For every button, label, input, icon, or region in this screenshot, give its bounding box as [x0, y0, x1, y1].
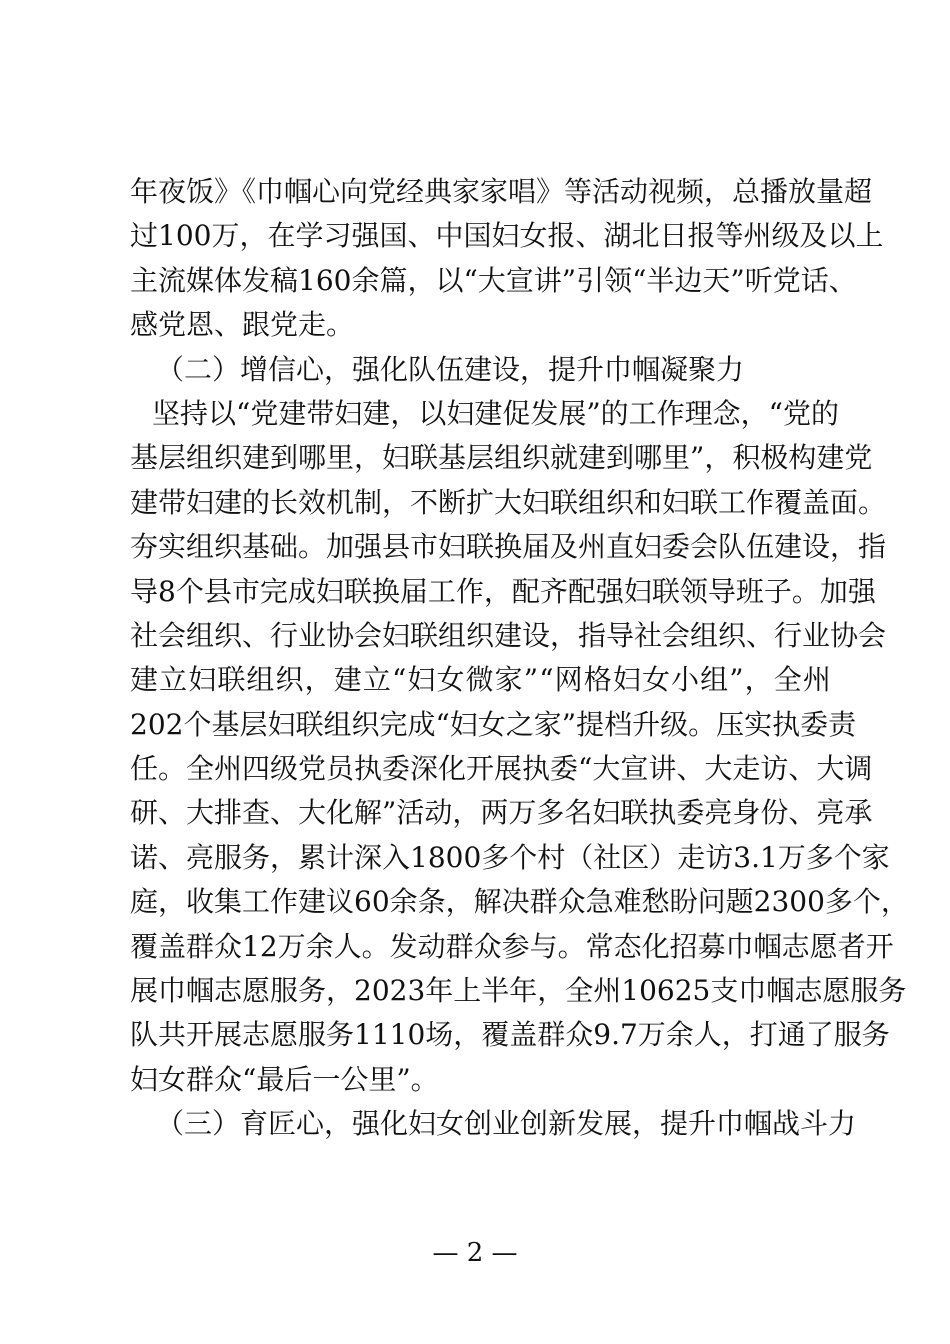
- text-line: [130, 303, 832, 347]
- text-line: [130, 170, 873, 214]
- text-line-content: 坚持以“党建带妇建，以妇建促发展”的工作理念，“党的: [152, 396, 839, 430]
- text-line: [130, 614, 887, 658]
- document-body: [130, 170, 909, 1147]
- text-line: [130, 880, 909, 924]
- text-line: [130, 481, 887, 525]
- text-line: [130, 836, 890, 880]
- page-number: — 2 —: [432, 1238, 518, 1268]
- section-heading: [130, 1102, 857, 1146]
- text-line-content: 社会组织、行业协会妇联组织建设，指导社会组织、行业协会: [130, 618, 887, 652]
- text-line: [130, 1058, 832, 1102]
- text-line-content: 队共开展志愿服务1110场，覆盖群众9.7万余人，打通了服务: [130, 1018, 890, 1052]
- text-line-content: 年夜饭》《巾帼心向党经典家家唱》等活动视频，总播放量超: [130, 175, 873, 208]
- text-line-content: 导8个县市完成妇联换届工作，配齐配强妇联领导班子。加强: [130, 574, 876, 608]
- text-line: [130, 392, 839, 436]
- text-line-content: 夯实组织基础。加强县市妇联换届及州直妇委会队伍建设，指: [130, 530, 887, 564]
- text-line-content: 诺、亮服务，累计深入1800多个村（社区）走访3.1万多个家: [130, 840, 890, 874]
- text-line-content: 基层组织建到哪里，妇联基层组织就建到哪里”，积极构建党: [130, 441, 873, 475]
- text-line: [130, 1013, 890, 1057]
- text-line-content: 庭，收集工作建议60余条，解决群众急难愁盼问题2300多个，: [130, 885, 909, 919]
- text-line-content: （三）育匠心，强化妇女创业创新发展，提升巾帼战斗力: [156, 1107, 857, 1141]
- text-line: [130, 259, 857, 303]
- text-line: [130, 791, 873, 835]
- text-line: [130, 969, 907, 1013]
- text-line: [130, 703, 857, 747]
- text-line: [130, 525, 887, 569]
- text-line-content: 覆盖群众12万余人。发动群众参与。常态化招募巾帼志愿者开: [130, 929, 894, 963]
- text-line: [130, 747, 873, 791]
- text-line: [130, 436, 873, 480]
- section-heading: [130, 348, 832, 392]
- text-line-content: 202个基层妇联组织完成“妇女之家”提档升级。压实执委责: [130, 707, 857, 741]
- text-line-content: 展巾帼志愿服务，2023年上半年，全州10625支巾帼志愿服务: [130, 974, 907, 1008]
- text-line-content: 妇女群众“最后一公里”。: [130, 1062, 439, 1096]
- text-line-content: 感党恩、跟党走。: [130, 308, 355, 342]
- text-line-content: 任。全州四级党员执委深化开展执委“大宣讲、大走访、大调: [130, 752, 873, 786]
- text-line-content: 建立妇联组织，建立“妇女微家”“网格妇女小组”，全州: [130, 663, 832, 697]
- text-line: [130, 925, 894, 969]
- text-line-content: （二）增信心，强化队伍建设，提升巾帼凝聚力: [156, 352, 745, 386]
- text-line: [130, 214, 884, 258]
- text-line-content: 主流媒体发稿160余篇，以“大宣讲”引领“半边天”听党话、: [130, 263, 857, 297]
- text-line: [130, 570, 876, 614]
- text-line-content: 过100万，在学习强国、中国妇女报、湖北日报等州级及以上: [130, 219, 884, 253]
- text-line-content: 建带妇建的长效机制，不断扩大妇联组织和妇联工作覆盖面。: [130, 485, 887, 519]
- text-line: [130, 658, 832, 702]
- text-line-content: 研、大排查、大化解”活动，两万多名妇联执委亮身份、亮承: [130, 796, 873, 830]
